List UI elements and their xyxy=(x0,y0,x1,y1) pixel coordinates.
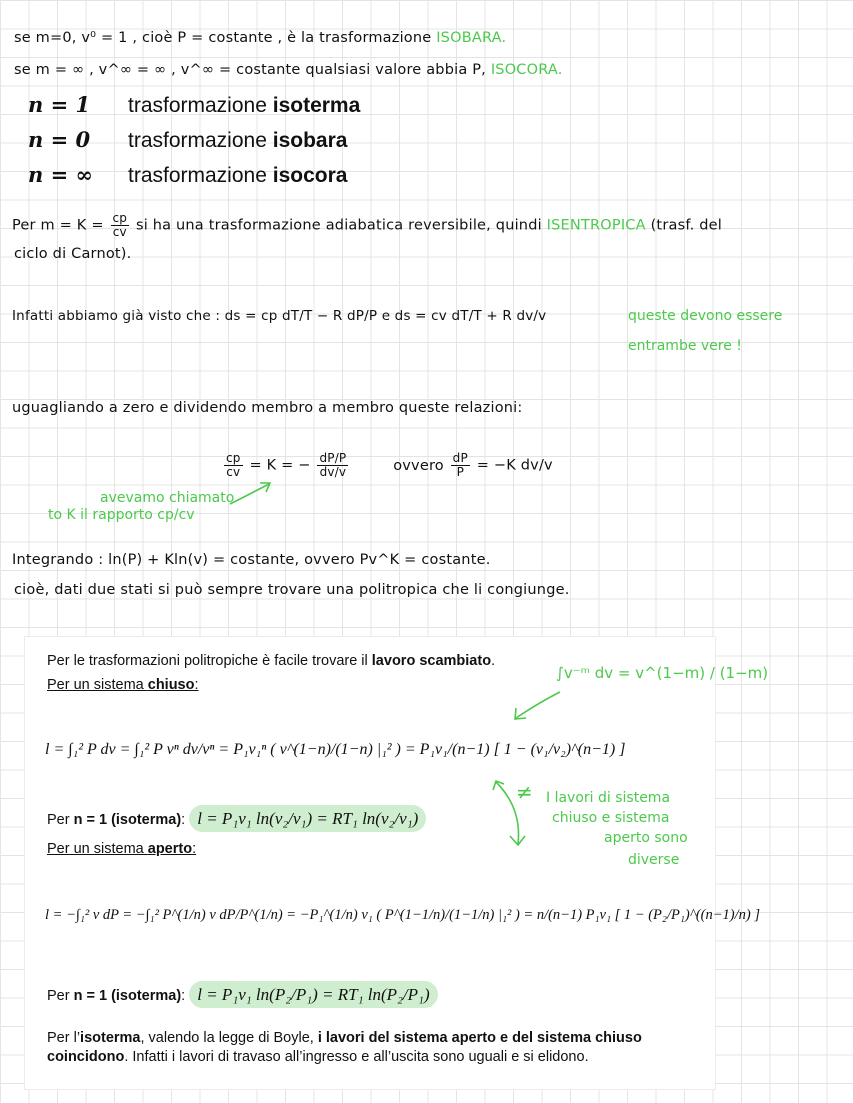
iso-open-line: Per n = 1 (isoterma): l = P₁v₁ ln(P₂/P₁) = RT₁ ln(P₂/P₁) xyxy=(47,985,438,1005)
closed-system-label: Per un sistema chiuso: xyxy=(47,677,199,693)
closed-work-formula: l = ∫₁² P dv = ∫₁² P vⁿ dv/vⁿ = P₁v₁ⁿ ( v^(1−n)/(1−n) |₁² ) = P₁v₁/(n−1) [ 1 − (v₁/v₂)^(n−1) ] xyxy=(45,741,626,758)
lavori-note-3: aperto sono xyxy=(604,830,688,846)
lavori-note-4: diverse xyxy=(628,852,680,868)
uguagliando-line: uguagliando a zero e dividendo membro a membro queste relazioni: xyxy=(12,400,523,416)
adiabatic-note-line-1: Per m = K = $\frac{cp}{cv}$ si ha una trasformazione adiabatica reversibile, quindi ISENTROPICA (trasf. del xyxy=(12,211,722,239)
lavori-note-2: chiuso e sistema xyxy=(552,810,670,826)
k-arrow-icon xyxy=(225,478,275,508)
cioe-line: cioè, dati due stati si può sempre trovare una politropica che li congiunge. xyxy=(14,582,570,598)
isocora-highlight: ISOCORA. xyxy=(490,62,563,78)
iso-closed-line: Per n = 1 (isoterma): l = P₁v₁ ln(v₂/v₁) = RT₁ ln(v₂/v₁) xyxy=(47,809,426,829)
infatti-note-2: entrambe vere ! xyxy=(628,338,742,354)
iso-closed-formula: l = P₁v₁ ln(v₂/v₁) = RT₁ ln(v₂/v₁) xyxy=(189,805,426,832)
isobara-highlight: ISOBARA. xyxy=(436,30,507,46)
cp-cv-fraction: $\frac{cp}{cv}$ xyxy=(112,211,128,239)
open-work-formula: l = −∫₁² v dP = −∫₁² P^(1/n) v dP/P^(1/n) = −P₁^(1/n) v₁ ( P^(1−1/n)/(1−1/n) |₁² ) = n/(n−1) P₁v₁ [ 1 − (P₂/P₁)^((n−1)/n) ] xyxy=(45,907,760,923)
transformation-row xyxy=(28,127,347,161)
transformation-label: trasformazione isoterma xyxy=(128,94,361,117)
infatti-line: Infatti abbiamo già visto che : ds = cp dT/T − R dP/P e ds = cv dT/T + R dv/v xyxy=(12,308,547,324)
politropic-work-box xyxy=(24,636,760,1090)
adiabatic-note-line-2: ciclo di Carnot). xyxy=(14,246,132,262)
infatti-note-1: queste devono essere xyxy=(628,308,783,324)
note-line-1: se m=0, v⁰ = 1 , cioè P = costante , è la trasformazione ISOBARA. xyxy=(14,30,507,46)
n-value: n = ∞ xyxy=(28,162,93,187)
note-line-2: se m = ∞ , v^∞ = ∞ , v^∞ = costante qualsiasi valore abbia P, ISOCORA. xyxy=(14,62,563,78)
transformation-label: trasformazione isobara xyxy=(128,129,348,152)
k-note-2: to K il rapporto cp/cv xyxy=(48,507,195,523)
isentropica-highlight: ISENTROPICA xyxy=(546,217,646,234)
final-paragraph: Per l’isoterma, valendo la legge di Boyle, i lavori del sistema aperto e del sistema chiuso coincidono. Infatti i lavori di travaso all’ingresso e all’uscita sono uguali e si elidono. xyxy=(47,1030,642,1065)
lavori-arrow-icon xyxy=(492,778,532,848)
k-note-1: avevamo chiamato xyxy=(100,490,235,506)
neq-sign: ≠ xyxy=(516,780,533,804)
open-system-label: Per un sistema aperto: xyxy=(47,841,197,857)
lavori-note-1: I lavori di sistema xyxy=(546,790,671,806)
n-value: n = 0 xyxy=(28,127,91,152)
transformation-row xyxy=(28,162,347,196)
ratio-equation: $\frac{cp}{cv}$ = K = − $\frac{dP/P}{dv/v}$ ovvero $\frac{dP}{P}$ = −K dv/v xyxy=(226,451,553,479)
integrando-line: Integrando : ln(P) + Kln(v) = costante, ovvero Pv^K = costante. xyxy=(12,552,491,568)
integral-arrow-icon xyxy=(508,688,568,722)
transformation-label: trasformazione isocora xyxy=(128,164,348,187)
transformation-row xyxy=(28,92,360,126)
iso-open-formula: l = P₁v₁ ln(P₂/P₁) = RT₁ ln(P₂/P₁) xyxy=(189,981,437,1008)
box-intro: Per le trasformazioni politropiche è facile trovare il lavoro scambiato. xyxy=(47,653,496,669)
n-value: n = 1 xyxy=(28,92,91,117)
integral-note: ∫v⁻ᵐ dv = v^(1−m) / (1−m) xyxy=(556,664,769,682)
